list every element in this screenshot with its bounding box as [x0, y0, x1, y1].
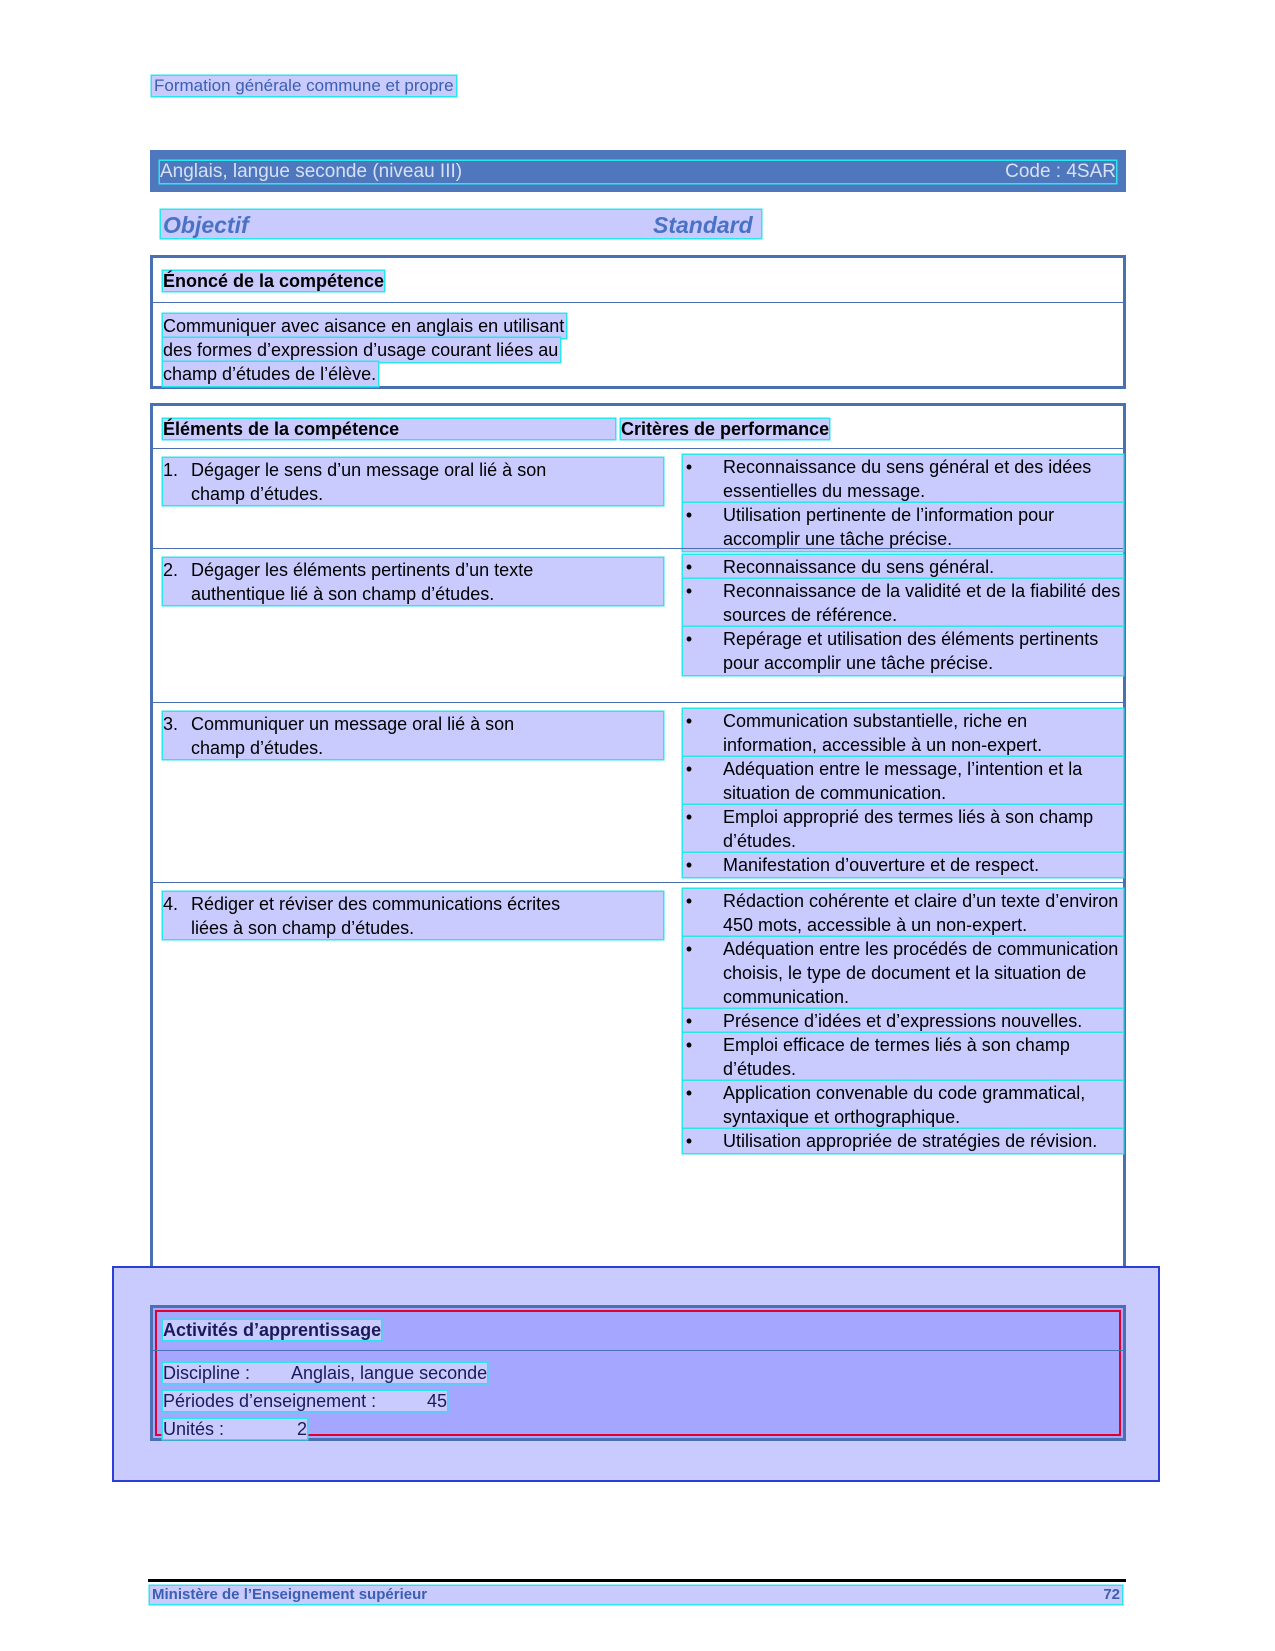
element-text: champ d’études. [191, 484, 324, 504]
bullet-icon: • [685, 1131, 693, 1151]
element-text: Rédiger et réviser des communications écrites [191, 894, 561, 914]
row-divider [153, 448, 1123, 449]
bullet-icon: • [685, 855, 693, 875]
enonce-line: champ d’études de l’élève. [163, 364, 377, 384]
bullet-icon: • [685, 711, 693, 731]
element-1 [163, 458, 663, 505]
activities-header [153, 1308, 1123, 1351]
activities-title: Activités d’apprentissage [163, 1320, 382, 1340]
criteria-list-1 [683, 455, 1123, 551]
criteria-list-2 [683, 555, 1123, 675]
criteria-list-4 [683, 889, 1123, 1153]
objectif-heading: Objectif [163, 212, 249, 238]
course-code: Code : 4SAR [1005, 161, 1116, 182]
element-text: Dégager les éléments pertinents d’un texte [191, 560, 534, 580]
criterion-item: • Adéquation entre les procédés de communication choisis, le type de document et la situation de communication. [683, 937, 1123, 1009]
footer-divider [148, 1579, 1126, 1582]
bullet-icon: • [685, 505, 693, 525]
unites-label: Unités : [163, 1419, 225, 1439]
activities-table [150, 1305, 1126, 1441]
criterion-item: • Emploi approprié des termes liés à son champ d’études. [683, 805, 1123, 853]
course-title-bar [150, 150, 1126, 192]
criteria-list-3 [683, 709, 1123, 877]
discipline-value: Anglais, langue seconde [291, 1363, 488, 1383]
bullet-icon: • [685, 939, 693, 959]
periodes-label: Périodes d’enseignement : [163, 1391, 377, 1411]
criterion-item: • Emploi efficace de termes liés à son champ d’études. [683, 1033, 1123, 1081]
bullet-icon: • [685, 759, 693, 779]
elements-column-header: Éléments de la compétence [163, 419, 615, 439]
course-title: Anglais, langue seconde (niveau III) [160, 161, 463, 182]
bullet-icon: • [685, 1035, 693, 1055]
element-number: 4. [163, 894, 179, 914]
row-divider [153, 702, 1123, 703]
discipline-row [163, 1363, 487, 1383]
bullet-icon: • [685, 457, 693, 477]
document-section-label: Formation générale commune et propre [154, 76, 454, 95]
criterion-item: • Adéquation entre le message, l’intention et la situation de communication. [683, 757, 1123, 805]
criterion-item: • Repérage et utilisation des éléments pertinents pour accomplir une tâche précise. [683, 627, 1123, 675]
footer-ministry: Ministère de l’Enseignement supérieur [152, 1586, 428, 1603]
criterion-item: • Utilisation pertinente de l’information pour accomplir une tâche précise. [683, 503, 1123, 551]
criterion-item: • Reconnaissance du sens général. [683, 555, 1123, 579]
bullet-icon: • [685, 807, 693, 827]
element-text: champ d’études. [191, 738, 324, 758]
unites-value: 2 [297, 1419, 308, 1439]
criterion-item: • Reconnaissance du sens général et des idées essentielles du message. [683, 455, 1123, 503]
objective-standard-row [161, 210, 761, 238]
element-number: 3. [163, 714, 179, 734]
bullet-icon: • [685, 1011, 693, 1031]
element-2 [163, 558, 663, 605]
bullet-icon: • [685, 581, 693, 601]
element-text: Communiquer un message oral lié à son [191, 714, 515, 734]
element-4 [163, 892, 663, 939]
row-divider [153, 882, 1123, 883]
bullet-icon: • [685, 629, 693, 649]
criterion-item: • Manifestation d’ouverture et de respect. [683, 853, 1123, 877]
criterion-item: • Utilisation appropriée de stratégies de révision. [683, 1129, 1123, 1153]
standard-heading: Standard [653, 212, 753, 238]
enonce-body [163, 314, 566, 386]
bullet-icon: • [685, 557, 693, 577]
element-text: authentique lié à son champ d’études. [191, 584, 495, 604]
element-text: liées à son champ d’études. [191, 918, 415, 938]
enonce-header [153, 258, 1123, 303]
enonce-table [150, 255, 1126, 389]
page-footer [150, 1586, 1122, 1604]
periodes-value: 45 [427, 1391, 448, 1411]
unites-row [163, 1419, 307, 1439]
criterion-item: • Rédaction cohérente et claire d’un texte d’environ 450 mots, accessible à un non-expert. [683, 889, 1123, 937]
enonce-line: Communiquer avec aisance en anglais en utilisant [163, 316, 565, 336]
element-3 [163, 712, 663, 759]
criterion-item: • Application convenable du code grammatical, syntaxique et orthographique. [683, 1081, 1123, 1129]
criterion-item: • Reconnaissance de la validité et de la fiabilité des sources de référence. [683, 579, 1123, 627]
bullet-icon: • [685, 891, 693, 911]
elements-table [150, 403, 1126, 1293]
page-number: 72 [1103, 1586, 1120, 1603]
element-text: Dégager le sens d’un message oral lié à son [191, 460, 547, 480]
discipline-label: Discipline : [163, 1363, 251, 1383]
bullet-icon: • [685, 1083, 693, 1103]
criterion-item: • Communication substantielle, riche en information, accessible à un non-expert. [683, 709, 1123, 757]
element-number: 2. [163, 560, 179, 580]
criterion-item: • Présence d’idées et d’expressions nouvelles. [683, 1009, 1123, 1033]
row-divider [153, 548, 1123, 549]
enonce-title: Énoncé de la compétence [163, 271, 385, 291]
periodes-row [163, 1391, 447, 1411]
element-number: 1. [163, 460, 179, 480]
criteria-column-header: Critères de performance [621, 419, 830, 439]
enonce-line: des formes d’expression d’usage courant liées au [163, 340, 559, 360]
